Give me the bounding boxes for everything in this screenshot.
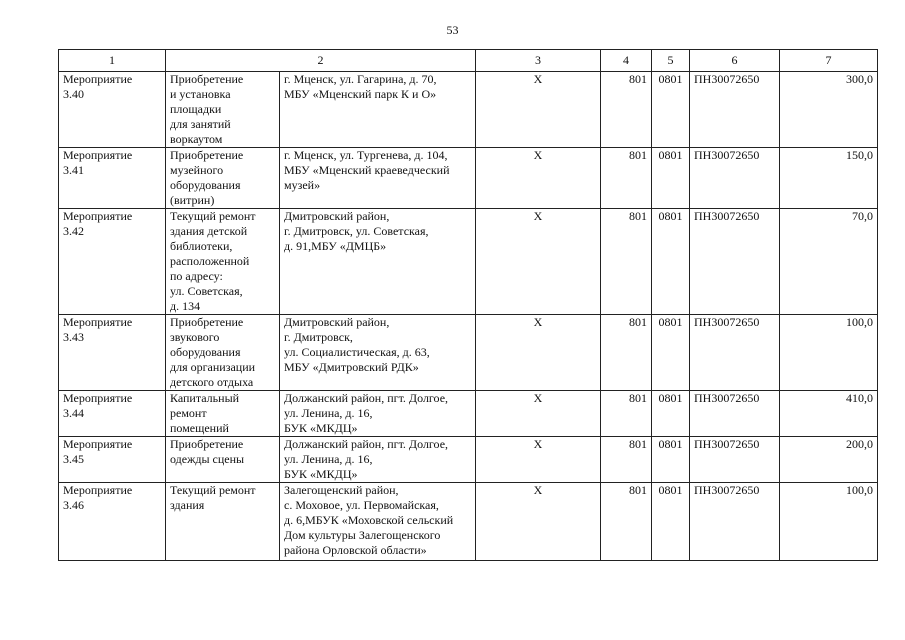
col5-cell: 0801 (652, 209, 690, 315)
col3-cell: Х (476, 315, 601, 391)
address-cell: г. Мценск, ул. Тургенева, д. 104, МБУ «Мценский краеведческий музей» (280, 148, 476, 209)
table-row (59, 148, 878, 209)
col7-cell: 300,0 (780, 72, 878, 148)
table-row (59, 483, 878, 561)
col7-cell: 70,0 (780, 209, 878, 315)
col6-cell: ПН30072650 (690, 315, 780, 391)
header-col-6: 6 (690, 50, 780, 72)
header-col-3: 3 (476, 50, 601, 72)
col5-cell: 0801 (652, 437, 690, 483)
col6-cell: ПН30072650 (690, 72, 780, 148)
table-row (59, 437, 878, 483)
description-cell: Приобретение музейного оборудования (витрин) (166, 148, 280, 209)
header-col-2: 2 (166, 50, 476, 72)
table-row (59, 72, 878, 148)
col5-cell: 0801 (652, 315, 690, 391)
event-cell: Мероприятие 3.45 (59, 437, 166, 483)
col3-cell: Х (476, 72, 601, 148)
col3-cell: Х (476, 209, 601, 315)
col3-cell: Х (476, 483, 601, 561)
event-cell: Мероприятие 3.42 (59, 209, 166, 315)
table-row (59, 209, 878, 315)
col7-cell: 100,0 (780, 483, 878, 561)
event-cell: Мероприятие 3.46 (59, 483, 166, 561)
budget-table (58, 49, 878, 561)
address-cell: Залегощенский район, с. Моховое, ул. Первомайская, д. 6,МБУК «Моховской сельский Дом культуры Залегощенского района Орловской области» (280, 483, 476, 561)
col3-cell: Х (476, 148, 601, 209)
col4-cell: 801 (601, 72, 652, 148)
event-cell: Мероприятие 3.40 (59, 72, 166, 148)
col4-cell: 801 (601, 483, 652, 561)
description-cell: Приобретение и установка площадки для занятий воркаутом (166, 72, 280, 148)
address-cell: Должанский район, пгт. Долгое, ул. Ленина, д. 16, БУК «МКДЦ» (280, 391, 476, 437)
header-col-7: 7 (780, 50, 878, 72)
table-row (59, 391, 878, 437)
col6-cell: ПН30072650 (690, 209, 780, 315)
col7-cell: 410,0 (780, 391, 878, 437)
description-cell: Текущий ремонт здания детской библиотеки, расположенной по адресу: ул. Советская, д. 134 (166, 209, 280, 315)
col4-cell: 801 (601, 315, 652, 391)
description-cell: Капитальный ремонт помещений (166, 391, 280, 437)
header-col-5: 5 (652, 50, 690, 72)
col5-cell: 0801 (652, 391, 690, 437)
col3-cell: Х (476, 437, 601, 483)
header-col-4: 4 (601, 50, 652, 72)
col5-cell: 0801 (652, 148, 690, 209)
description-cell: Приобретение одежды сцены (166, 437, 280, 483)
col7-cell: 100,0 (780, 315, 878, 391)
address-cell: Дмитровский район, г. Дмитровск, ул. Социалистическая, д. 63, МБУ «Дмитровский РДК» (280, 315, 476, 391)
address-cell: Дмитровский район, г. Дмитровск, ул. Советская, д. 91,МБУ «ДМЦБ» (280, 209, 476, 315)
event-cell: Мероприятие 3.41 (59, 148, 166, 209)
address-cell: Должанский район, пгт. Долгое, ул. Ленина, д. 16, БУК «МКДЦ» (280, 437, 476, 483)
event-cell: Мероприятие 3.43 (59, 315, 166, 391)
col6-cell: ПН30072650 (690, 437, 780, 483)
col6-cell: ПН30072650 (690, 148, 780, 209)
col6-cell: ПН30072650 (690, 391, 780, 437)
event-cell: Мероприятие 3.44 (59, 391, 166, 437)
table-row (59, 315, 878, 391)
col4-cell: 801 (601, 209, 652, 315)
address-cell: г. Мценск, ул. Гагарина, д. 70, МБУ «Мценский парк К и О» (280, 72, 476, 148)
col4-cell: 801 (601, 391, 652, 437)
page-number: 53 (446, 23, 459, 37)
col5-cell: 0801 (652, 72, 690, 148)
description-cell: Текущий ремонт здания (166, 483, 280, 561)
col3-cell: Х (476, 391, 601, 437)
header-row (59, 50, 878, 72)
col5-cell: 0801 (652, 483, 690, 561)
col6-cell: ПН30072650 (690, 483, 780, 561)
col4-cell: 801 (601, 148, 652, 209)
header-col-1: 1 (59, 50, 166, 72)
col7-cell: 200,0 (780, 437, 878, 483)
col7-cell: 150,0 (780, 148, 878, 209)
description-cell: Приобретение звукового оборудования для организации детского отдыха (166, 315, 280, 391)
col4-cell: 801 (601, 437, 652, 483)
